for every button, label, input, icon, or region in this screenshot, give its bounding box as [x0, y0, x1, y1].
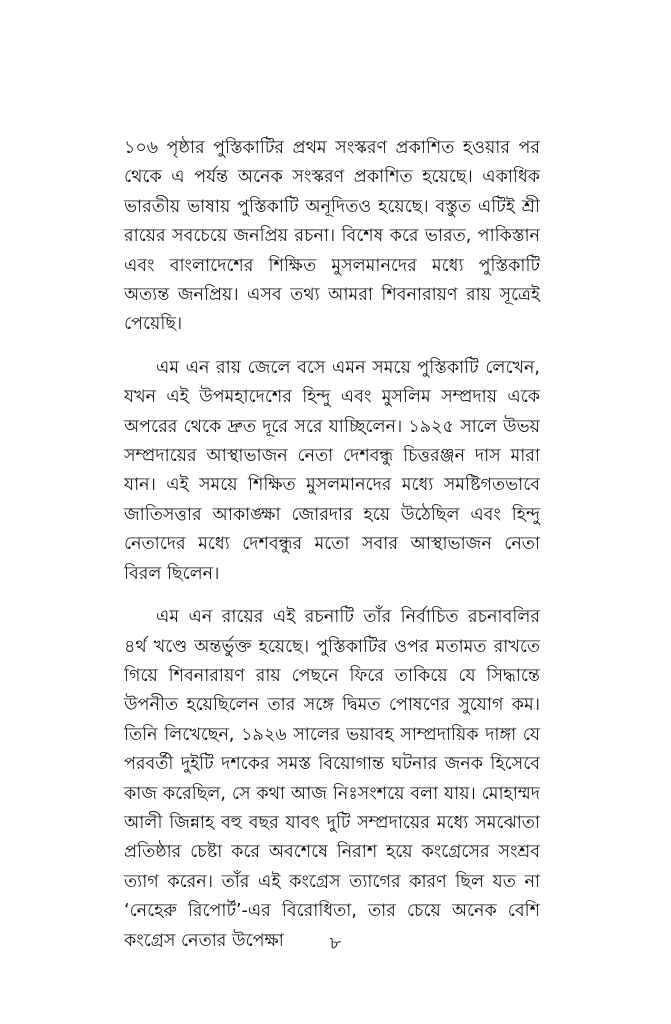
paragraph-1: ১০৬ পৃষ্ঠার পুস্তিকাটির প্রথম সংস্করণ প্রকাশিত হওয়ার পর থেকে এ পর্যন্ত অনেক সংস্করণ প্রকাশিত হয়েছে। একাধিক ভারতীয় ভাষায় পুস্তিকাটি অনূদিতও হয়েছে। বস্তুত এটিই শ্রী রায়ের সবচেয়ে জনপ্রিয় রচনা। বিশেষ করে ভারত, পাকিস্তান এবং বাংলাদেশের শিক্ষিত মুসলমানদের মধ্যে পুস্তিকাটি অত্যন্ত জনপ্রিয়। এসব তথ্য আমরা শিবনারায়ণ রায় সূত্রেই পেয়েছি। [124, 138, 540, 335]
paragraph-3: এম এন রায়ের এই রচনাটি তাঁর নির্বাচিত রচনাবলির ৪র্থ খণ্ডে অন্তর্ভুক্ত হয়েছে। পুস্তিকাটির ওপর মতামত রাখতে গিয়ে শিবনারায়ণ রায় পেছনে ফিরে তাকিয়ে যে সিদ্ধান্তে উপনীত হয়েছিলেন তার সঙ্গে দ্বিমত পোষণের সুযোগ কম। তিনি লিখেছেন, ১৯২৬ সালের ভয়াবহ সাম্প্রদায়িক দাঙ্গা যে পরবর্তী দুইটি দশকের সমস্ত বিয়োগান্ত ঘটনার জনক হিসেবে কাজ করেছিল, সে কথা আজ নিঃসংশয়ে বলা যায়। মোহাম্মদ আলী জিন্নাহ বহু বছর যাবৎ দুটি সম্প্রদায়ের মধ্যে সমঝোতা প্রতিষ্ঠার চেষ্টা করে অবশেষে নিরাশ হয়ে কংগ্রেসের সংশ্রব ত্যাগ করেন। তাঁর এই কংগ্রেস ত্যাগের কারণ ছিল যত না ‘নেহেরু রিপোর্ট’-এর বিরোধিতা, তার চেয়ে অনেক বেশি কংগ্রেস নেতার উপেক্ষা [124, 607, 540, 951]
page-number: ৮ [329, 933, 342, 954]
body-text [124, 134, 540, 970]
paragraph-2: এম এন রায় জেলে বসে এমন সময়ে পুস্তিকাটি লেখেন, যখন এই উপমহাদেশের হিন্দু এবং মুসলিম সম্প্রদায় একে অপরের থেকে দ্রুত দূরে সরে যাচ্ছিলেন। ১৯২৫ সালে উভয় সম্প্রদায়ের আস্থাভাজন নেতা দেশবন্ধু চিত্তরঞ্জন দাস মারা যান। এই সময়ে শিক্ষিত মুসলমানদের মধ্যে সমষ্টিগতভাবে জাতিসত্তার আকাঙ্ক্ষা জোরদার হয়ে উঠেছিল এবং হিন্দু নেতাদের মধ্যে দেশবন্ধুর মতো সবার আস্থাভাজন নেতা বিরল ছিলেন। [124, 357, 540, 584]
